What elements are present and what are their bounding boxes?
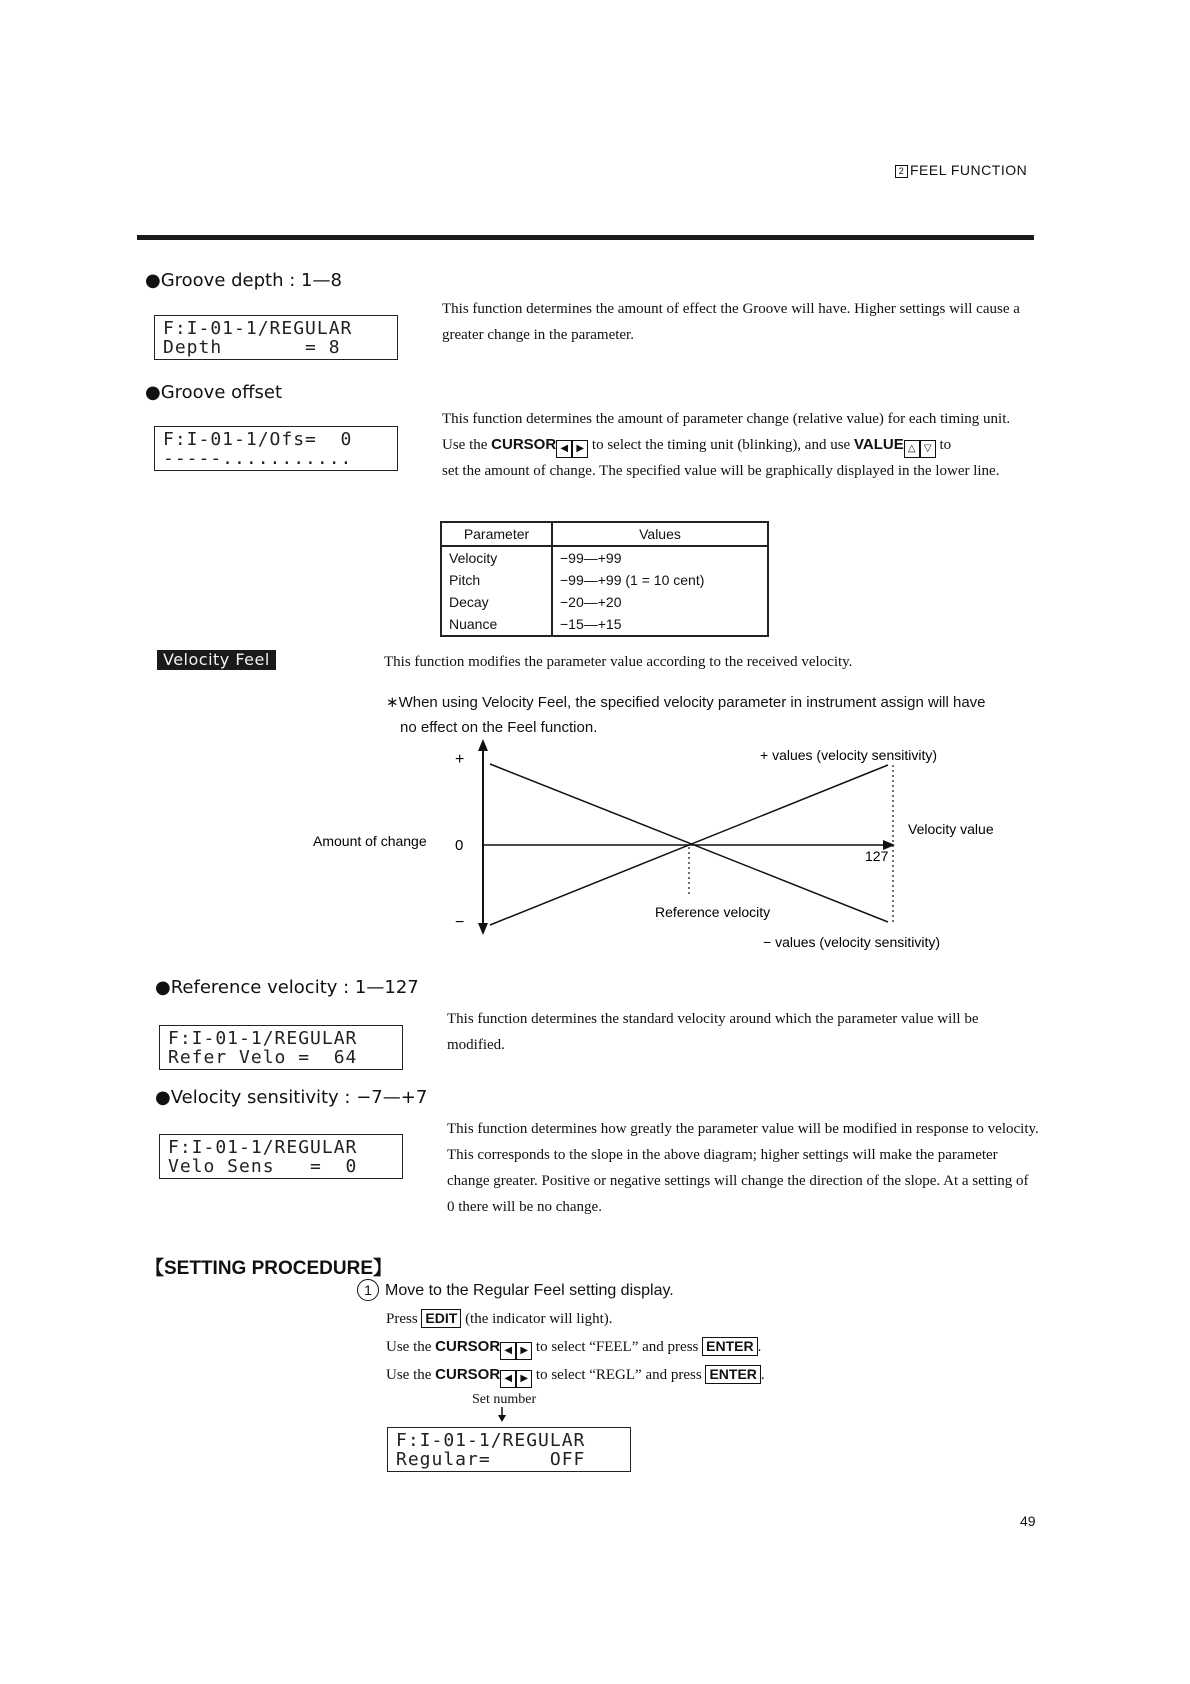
y-axis-up-arrow [478, 739, 488, 751]
lcd-line-2: -----........... [163, 448, 353, 469]
text: Use the [386, 1367, 432, 1383]
text: . [760, 1367, 765, 1383]
reference-velocity-heading: ●Reference velocity : 1—127 [155, 977, 419, 998]
text: to select “FEEL” and press [535, 1339, 699, 1355]
setting-procedure-title: 【SETTING PROCEDURE】 [145, 1258, 393, 1279]
table-cell: −20—+20 [552, 591, 768, 613]
lcd-line-2: Refer Velo = 64 [168, 1047, 358, 1068]
page-number: 49 [1020, 1513, 1036, 1529]
text: to [939, 437, 952, 453]
reference-velocity-label: Reference velocity [655, 904, 771, 920]
header-rule [137, 235, 1034, 240]
cursor-left-icon: ◀ [500, 1370, 516, 1388]
enter-key: ENTER [705, 1365, 760, 1384]
velocity-sensitivity-lcd [159, 1134, 403, 1179]
lcd-line-1: F:I-01-1/REGULAR [396, 1430, 586, 1451]
reference-velocity-lcd [159, 1025, 403, 1070]
text: . [757, 1339, 762, 1355]
table-cell: Nuance [441, 613, 552, 636]
table-cell: Decay [441, 591, 552, 613]
setting-step-1 [357, 1279, 674, 1301]
table-row [441, 569, 768, 591]
text: to select the timing unit (blinking), and use [591, 437, 851, 453]
section-title: FEEL FUNCTION [910, 162, 1028, 178]
lcd-line-1: F:I-01-1/REGULAR [168, 1028, 358, 1049]
section-number: 2 [895, 165, 908, 178]
minus-values-label: − values (velocity sensitivity) [763, 934, 941, 950]
reference-velocity-desc: This function determines the standard velocity around which the parameter value will be modified. [447, 1011, 979, 1053]
cursor-word: CURSOR [435, 1366, 501, 1383]
column-header: Values [552, 522, 768, 546]
groove-depth-desc: This function determines the amount of effect the Groove will have. Higher settings will cause a greater change in the parameter. [442, 301, 1020, 343]
lcd-line-1: F:I-01-1/Ofs= 0 [163, 429, 353, 450]
text: Use the [386, 1339, 432, 1355]
text: (the indicator will light). [465, 1311, 613, 1327]
value-down-icon: ▽ [920, 440, 936, 458]
column-header: Parameter [441, 522, 552, 546]
setting-instructions [386, 1306, 765, 1389]
y-axis-down-arrow [478, 923, 488, 935]
table-header-row [441, 522, 768, 546]
table-cell: −15—+15 [552, 613, 768, 636]
groove-offset-desc-3: set the amount of change. The specified value will be graphically displayed in the lower line. [442, 463, 1000, 479]
lcd-line-1: F:I-01-1/REGULAR [168, 1137, 358, 1158]
groove-offset-lcd [154, 426, 398, 471]
regular-feel-lcd [387, 1427, 631, 1472]
value-word: VALUE [853, 436, 904, 453]
velocity-feel-desc: This function modifies the parameter value according to the received velocity. [384, 654, 853, 670]
lcd-line-2: Depth = 8 [163, 337, 341, 358]
step-text: Move to the Regular Feel setting display. [385, 1282, 674, 1299]
velocity-feel-label: Velocity Feel [157, 650, 276, 670]
text: Press [386, 1311, 418, 1327]
value-up-icon: △ [904, 440, 920, 458]
cursor-right-icon: ▶ [516, 1342, 532, 1360]
note-line-1: ∗When using Velocity Feel, the specified velocity parameter in instrument assign will have [386, 694, 986, 711]
note-line-2: no effect on the Feel function. [400, 719, 598, 736]
plus-values-label: + values (velocity sensitivity) [760, 747, 938, 763]
lcd-line-2: Regular= OFF [396, 1449, 586, 1470]
table-cell: Pitch [441, 569, 552, 591]
groove-offset-desc-1: This function determines the amount of parameter change (relative value) for each timing unit. [442, 411, 1011, 427]
page-header [895, 162, 1027, 178]
step-number: 1 [357, 1279, 379, 1301]
instruction-line-1 [386, 1306, 765, 1333]
velocity-feel-note [386, 690, 1046, 740]
minus-sign: − [455, 914, 465, 931]
cursor-left-icon: ◀ [500, 1342, 516, 1360]
cursor-word: CURSOR [435, 1338, 501, 1355]
groove-offset-heading: ●Groove offset [145, 382, 283, 403]
table-cell: Velocity [441, 546, 552, 569]
groove-offset-desc [442, 406, 1034, 484]
cursor-left-icon: ◀ [556, 440, 572, 458]
velocity-value-label: Velocity value [908, 821, 994, 837]
zero-label: 0 [455, 837, 464, 854]
set-number-label: Set number [472, 1392, 537, 1407]
groove-offset-desc-2 [442, 432, 1034, 458]
values-table [440, 521, 769, 637]
table-cell: −99—+99 [552, 546, 768, 569]
lcd-line-2: Velo Sens = 0 [168, 1156, 358, 1177]
plus-sign: + [455, 751, 465, 768]
text: to select “REGL” and press [535, 1367, 702, 1383]
table-row [441, 613, 768, 636]
minus-slope-line [490, 764, 888, 922]
cursor-right-icon: ▶ [516, 1370, 532, 1388]
max-velocity-label: 127 [865, 848, 889, 864]
lcd-line-1: F:I-01-1/REGULAR [163, 318, 353, 339]
velocity-sensitivity-desc: This function determines how greatly the parameter value will be modified in response to velocity. This corresponds to the slope in the above diagram; higher settings will make the parameter change greater. Positive or negative settings will change the direction of the slope. At a setting of 0 there will be no change. [447, 1121, 1039, 1215]
table-row [441, 546, 768, 569]
down-arrow-icon [496, 1407, 508, 1423]
amount-of-change-label: Amount of change [313, 833, 427, 849]
table-cell: −99—+99 (1 = 10 cent) [552, 569, 768, 591]
table-row [441, 591, 768, 613]
groove-depth-heading: ●Groove depth : 1—8 [145, 270, 342, 291]
text: Use the [442, 437, 488, 453]
enter-key: ENTER [702, 1337, 757, 1356]
instruction-line-3 [386, 1361, 765, 1389]
velocity-sensitivity-heading: ●Velocity sensitivity : −7—+7 [155, 1087, 428, 1108]
cursor-word: CURSOR [491, 436, 557, 453]
groove-depth-lcd [154, 315, 398, 360]
cursor-right-icon: ▶ [572, 440, 588, 458]
instruction-line-2 [386, 1333, 765, 1361]
velocity-feel-diagram [300, 735, 1020, 955]
edit-key: EDIT [421, 1309, 461, 1328]
